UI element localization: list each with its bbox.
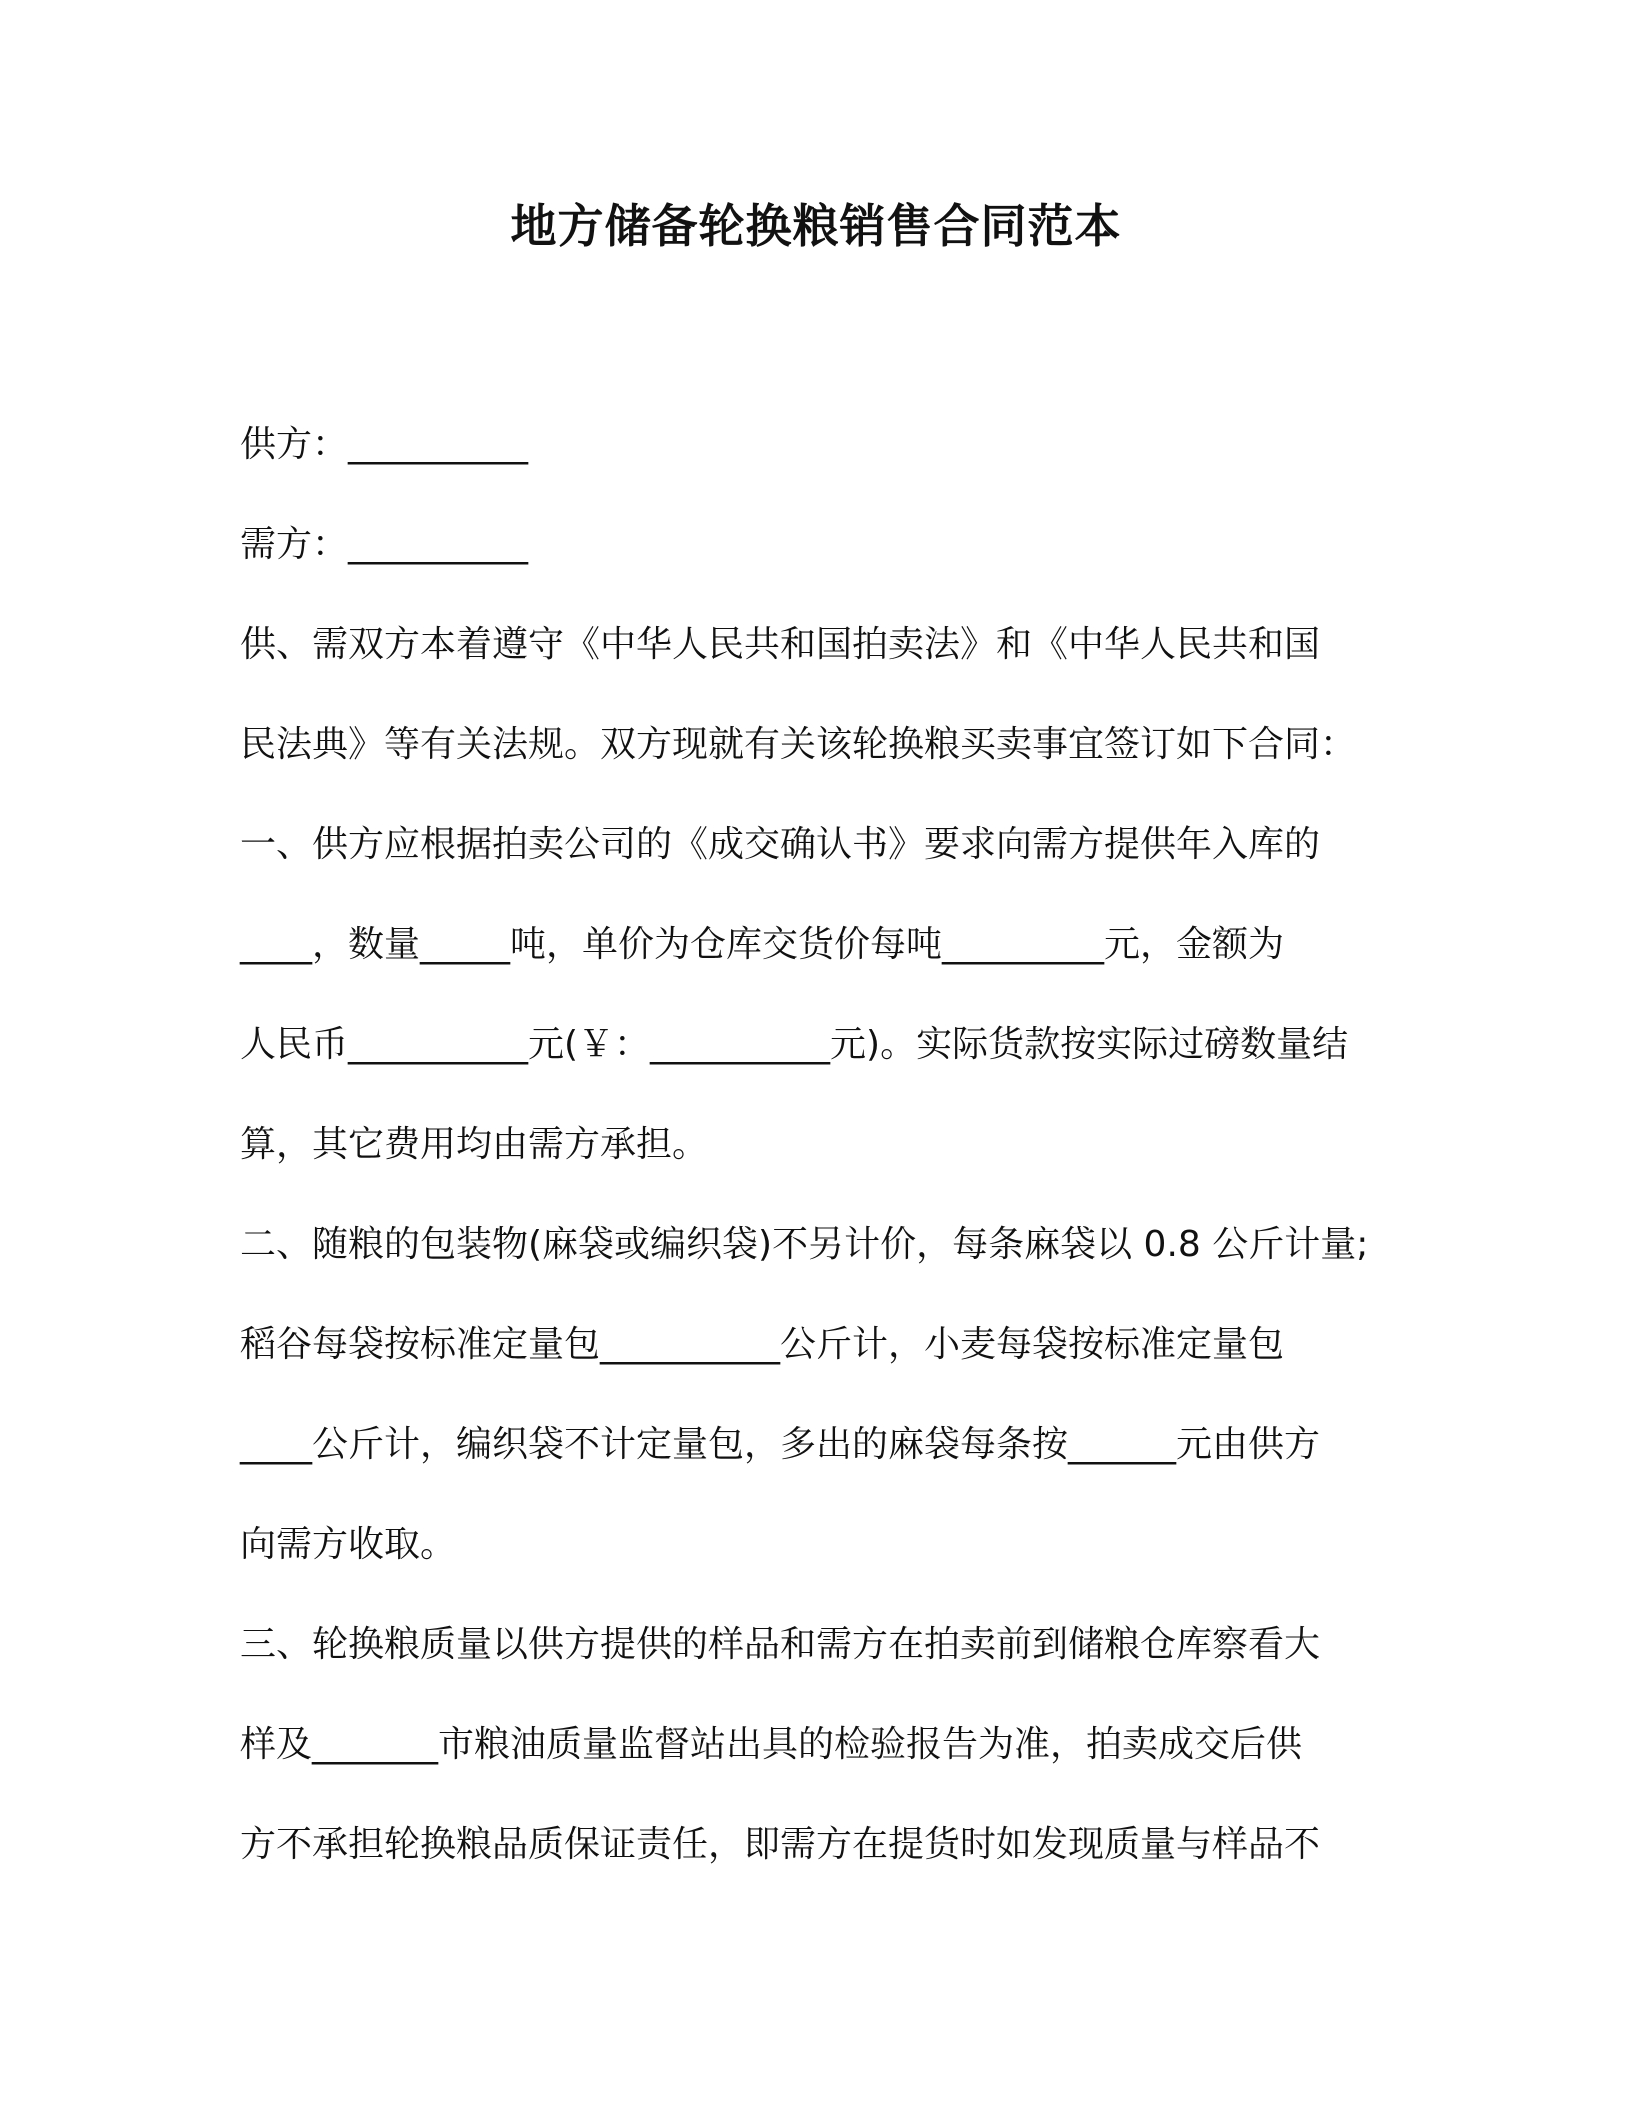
- clause-one-line: 人民币__________元(￥：__________元)。实际货款按实际过磅数量结: [240, 1024, 1349, 1065]
- clause-one-line: 一、供方应根据拍卖公司的《成交确认书》要求向需方提供年入库的: [240, 824, 1321, 865]
- paragraph-line: 民法典》等有关法规。双方现就有关该轮换粮买卖事宜签订如下合同：: [240, 724, 1357, 765]
- clause-two-line: 向需方收取。: [240, 1524, 457, 1565]
- clause-two-line: 二、随粮的包装物(麻袋或编织袋)不另计价，每条麻袋以 0.8 公斤计量;: [240, 1224, 1369, 1265]
- paragraph-line: 供、需双方本着遵守《中华人民共和国拍卖法》和《中华人民共和国: [240, 624, 1321, 665]
- clause-three-line: 方不承担轮换粮品质保证责任，即需方在提货时如发现质量与样品不: [240, 1824, 1321, 1865]
- clause-three-line: 样及_______市粮油质量监督站出具的检验报告为准，拍卖成交后供: [240, 1724, 1303, 1765]
- clause-two-line: ____公斤计，编织袋不计定量包，多出的麻袋每条按______元由供方: [240, 1424, 1321, 1465]
- clause-one-line: 算，其它费用均由需方承担。: [240, 1124, 709, 1165]
- clause-one-line: ____，数量_____吨，单价为仓库交货价每吨_________元，金额为: [240, 924, 1285, 965]
- supplier-line: 供方：__________: [240, 424, 529, 465]
- clause-three-line: 三、轮换粮质量以供方提供的样品和需方在拍卖前到储粮仓库察看大: [240, 1624, 1321, 1665]
- clause-two-line: 稻谷每袋按标准定量包__________公斤计，小麦每袋按标准定量包: [240, 1324, 1285, 1365]
- buyer-line: 需方：__________: [240, 524, 529, 565]
- document-title: 地方储备轮换粮销售合同范本: [510, 199, 1122, 253]
